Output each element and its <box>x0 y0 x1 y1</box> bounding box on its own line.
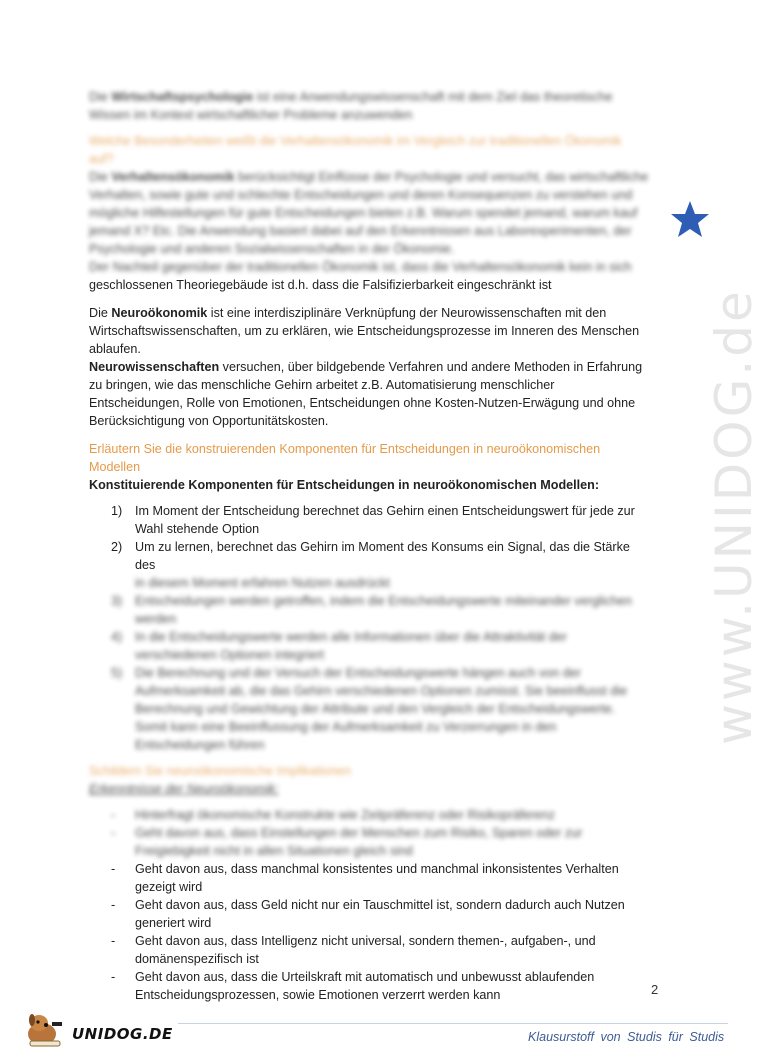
paragraph-neurooekonomik: Die Neuroökonomik ist eine interdisziplinäre Verknüpfung der Neurowissenschaften mit den Wirtschaftswissenschaften, um zu erklären, wie Entscheidungsprozesse im Inneren des Menschen ablaufen. <box>89 306 640 356</box>
logo-text: UNIDOG.DE <box>72 1025 173 1043</box>
list-item: - Geht davon aus, dass die Urteilskraft mit automatisch und unbewusst ablaufenden Entscheidungsprozessen, sowie Emotionen verzerrt werden kann <box>111 970 595 1002</box>
paragraph-neurowissenschaften: Neurowissenschaften versuchen, über bildgebende Verfahren und andere Methoden in Erfahrung zu bringen, wie das menschliche Gehirn arbeitet z.B. Automatisierung menschlicher Entscheidungen, Rolle von Emotionen, Entscheidungen ohne Kosten-Nutzen-Erwägung und ohne Berücksichtigung von Opportunitätskosten. <box>89 360 643 428</box>
list-item: 4) In die Entscheidungswerte werden alle Informationen über die Attraktivität der verschiedenen Optionen integriert <box>111 630 567 662</box>
list-item: 1) Im Moment der Entscheidung berechnet das Gehirn einen Entscheidungswert für jede zur Wahl stehende Option <box>111 504 635 536</box>
footer-divider <box>178 1023 728 1024</box>
watermark: www.UNIDOG.de <box>705 288 763 745</box>
list-item: - Hinterfragt ökonomische Konstrukte wie Zeitpräferenz oder Risikopräferenz <box>111 808 555 822</box>
list-item: 2) Um zu lernen, berechnet das Gehirn im Moment des Konsums ein Signal, das die Stärke des <box>111 540 630 572</box>
erkenntnisse-list <box>89 860 649 1004</box>
list-item: 3) Entscheidungen werden getroffen, indem die Entscheidungswerte miteinander verglichen werden <box>111 594 632 626</box>
question-implikationen: Schildern Sie neuroökonomische Implikationen <box>89 764 351 778</box>
paragraph-verhaltensoekonomik: Die Verhaltensökonomik berücksichtigt Einflüsse der Psychologie und versucht, das wirtschaftliche Verhalten, sowie gute und schlechte Entscheidungen und deren Konsequenzen zu verstehen und mögliche Hilfestellungen für gute Entscheidungen bieten z.B. Warum spendet jemand, warum kauf jemand X? Etc. Die Anwendung basiert dabei auf den Erkenntnissen aus Laborexperimenten, der Psychologie und anderen Sozialwissenschaften in der Ökonomie. <box>89 170 649 256</box>
list-item: in diesem Moment erfahren Nutzen ausdrückt <box>135 576 390 590</box>
list-item: - Geht davon aus, dass Geld nicht nur ein Tauschmittel ist, sondern dadurch auch Nutzen generiert wird <box>111 898 625 930</box>
blurred-middle-section <box>89 574 649 860</box>
list-item: - Geht davon aus, dass manchmal konsistentes und manchmal inkonsistentes Verhalten gezeigt wird <box>111 862 619 894</box>
blurred-top-section <box>89 88 649 276</box>
list-item: 5) Die Berechnung und der Versuch der Entscheidungswerte hängen auch von der Aufmerksamkeit ab, die das Gehirn verschiedenen Optionen zumisst. Sie beeinflusst die Berechnung und Gewichtung der Attribute und den Vergleich der Entscheidungswerte. Somit kann eine Beeinflussung der Aufmerksamkeit zu Verzerrungen in den Entscheidungen führen <box>111 666 628 752</box>
list-item: - Geht davon aus, dass Intelligenz nicht universal, sondern themen-, aufgaben-, und domänenspezifisch ist <box>111 934 596 966</box>
heading-komponenten: Konstituierende Komponenten für Entscheidungen in neuroökonomischen Modellen: <box>89 478 600 492</box>
paragraph-wirtschaftspsychologie: Die Wirtschaftspsychologie ist eine Anwendungswissenschaft mit dem Ziel das theoretische Wissen im Kontext wirtschaftlicher Probleme anzuwenden <box>89 90 613 122</box>
unidog-logo[interactable] <box>22 1010 173 1048</box>
heading-erkenntnisse: Erkenntnisse der Neuroökonomik: <box>89 782 279 796</box>
star-icon <box>670 200 710 238</box>
question-komponenten: Erläutern Sie die konstruierenden Komponenten für Entscheidungen in neuroökonomischen Modellen <box>89 442 601 474</box>
paragraph-nachteil-end: geschlossenen Theoriegebäude ist d.h. dass die Falsifizierbarkeit eingeschränkt ist <box>89 278 552 292</box>
footer-tagline: Klausurstoff von Studis für Studis <box>528 1030 725 1044</box>
paragraph-nachteil: Der Nachteil gegenüber der traditionellen Ökonomik ist, dass die Verhaltensökonomik kein in sich <box>89 260 632 274</box>
dog-mascot-icon <box>22 1010 70 1048</box>
question-verhaltensoekonomik: Welche Besonderheiten weißt die Verhaltensökonomik im Vergleich zur traditionellen Ökonomik auf? <box>89 134 622 166</box>
steps-list <box>89 502 649 574</box>
page-number: 2 <box>651 982 659 997</box>
list-item: - Geht davon aus, dass Einstellungen der Menschen zum Risiko, Sparen oder zur Freigiebigkeit nicht in allen Situationen gleich sind <box>111 826 583 858</box>
page-content <box>89 88 649 1004</box>
